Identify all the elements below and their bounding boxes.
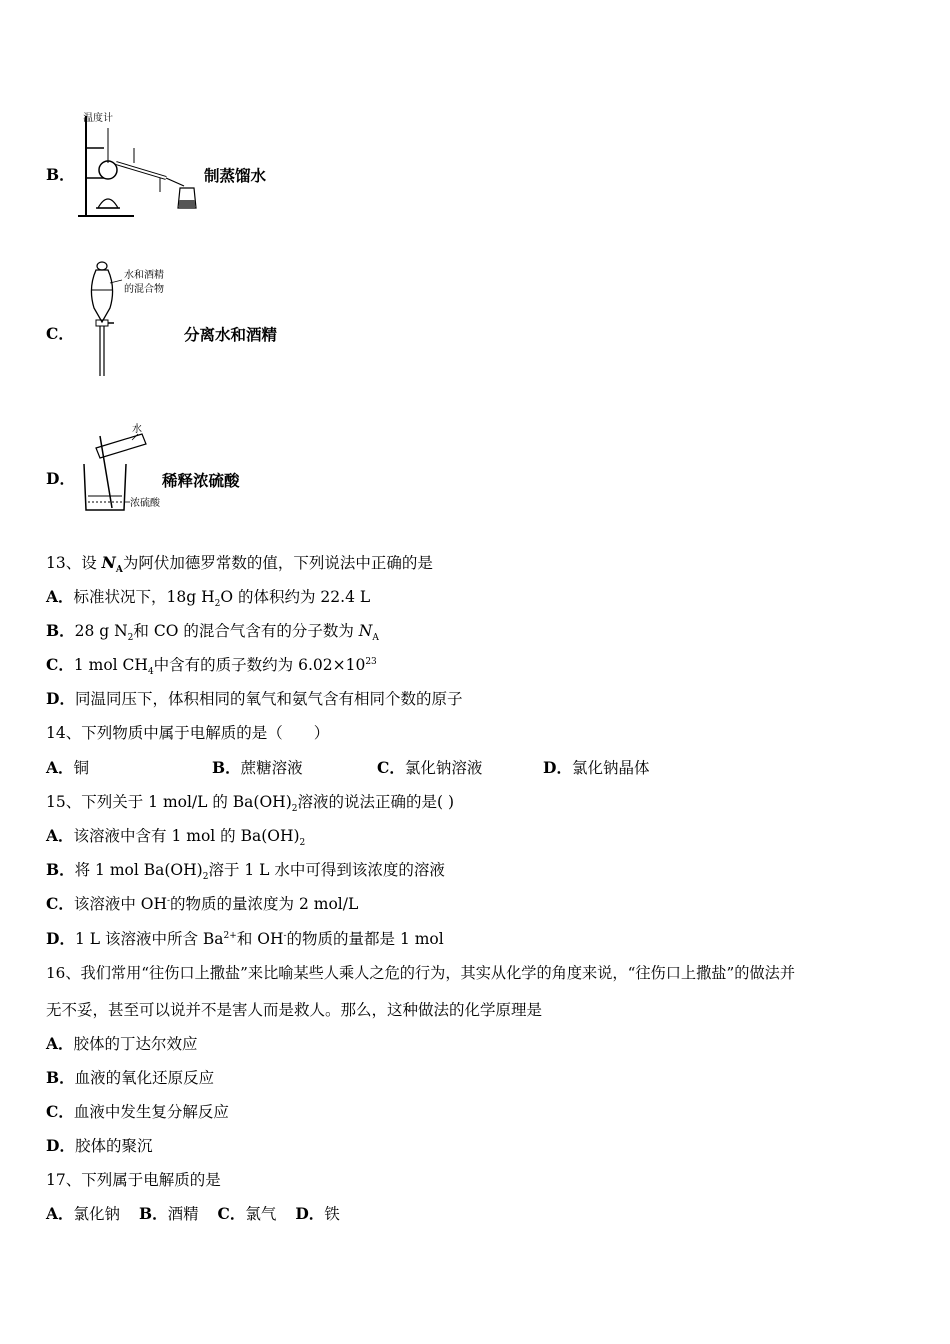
q14-option-b: B．蔗糖溶液	[212, 758, 303, 777]
water-label: 水	[132, 424, 142, 435]
acid-label: 浓硫酸	[130, 498, 160, 509]
q16-stem-line1: 16、我们常用“往伤口上撒盐”来比喻某些人乘人之危的行为，其实从化学的角度来说，“往伤口上撒盐”的做法并	[46, 964, 796, 982]
dilution-figure	[80, 418, 170, 514]
q17-stem: 17、下列属于电解质的是	[46, 1171, 221, 1189]
q15-stem: 15、下列关于 1 mol/L 的 $Ba(OH)_2$溶液的说法正确的是( )	[46, 793, 455, 815]
option-c-letter: C．	[46, 324, 74, 343]
option-b-caption: 制蒸馏水	[204, 166, 267, 185]
option-d-letter: D．	[46, 469, 75, 488]
option-c-caption: 分离水和酒精	[184, 325, 278, 344]
funnel-label-1: 水和酒精	[124, 270, 164, 281]
q14-option-d: D．氯化钠晶体	[543, 758, 650, 777]
q17-option-b: B．酒精	[138, 1204, 199, 1223]
distillation-apparatus-figure	[74, 108, 202, 220]
q14-stem: 14、下列物质中属于电解质的是（ ）	[46, 724, 330, 742]
q15-option-b: B．将 1 mol $Ba(OH)_2$溶于 1 L 水中可得到该浓度的溶液	[46, 860, 445, 883]
q16-option-c: C．血液中发生复分解反应	[46, 1102, 229, 1121]
funnel-label-2: 的混合物	[124, 284, 164, 295]
separatory-funnel-figure	[88, 258, 188, 382]
q15-option-c: C．该溶液中 OH-的物质的量浓度为 2 mol/L	[46, 894, 359, 913]
q13-option-b: B．28 g $N_2$和 CO 的混合气含有的分子数为 $N_A$	[46, 621, 379, 644]
q16-option-b: B．血液的氧化还原反应	[46, 1068, 215, 1087]
q17-option-d: D．铁	[295, 1204, 340, 1223]
option-d-caption: 稀释浓硫酸	[162, 471, 240, 490]
q16-option-a: A．胶体的丁达尔效应	[46, 1034, 198, 1053]
q17-options	[46, 1204, 340, 1224]
q13-option-c: C．1 mol $CH_4$中含有的质子数约为 $6.02\times 10^{23}$	[46, 655, 377, 678]
thermometer-label: 温度计	[83, 113, 113, 124]
q17-option-c: C．氯气	[217, 1204, 277, 1223]
q14-option-c: C．氯化钠溶液	[377, 758, 483, 777]
q16-option-d: D．胶体的聚沉	[46, 1136, 153, 1155]
q14-option-a: A．铜	[46, 758, 90, 777]
q16-stem-line2: 无不妥，甚至可以说并不是害人而是救人。那么，这种做法的化学原理是	[46, 1001, 543, 1019]
q17-option-a: A．氯化钠	[46, 1204, 121, 1223]
q13-option-a: A．标准状况下，18g $H_2O$ 的体积约为 22.4 L	[46, 587, 371, 610]
q15-option-a: A．该溶液中含有 1 mol 的 $Ba(OH)_2$	[46, 826, 306, 849]
option-b-letter: B．	[46, 165, 75, 184]
q13-stem: 13、设 $N_A$为阿伏加德罗常数的值，下列说法中正确的是	[46, 553, 433, 576]
q13-option-d: D．同温同压下，体积相同的氧气和氨气含有相同个数的原子	[46, 689, 463, 708]
q15-option-d: D．1 L 该溶液中所含 $Ba^{2+}$和 OH-的物质的量都是 1 mol	[46, 929, 444, 948]
